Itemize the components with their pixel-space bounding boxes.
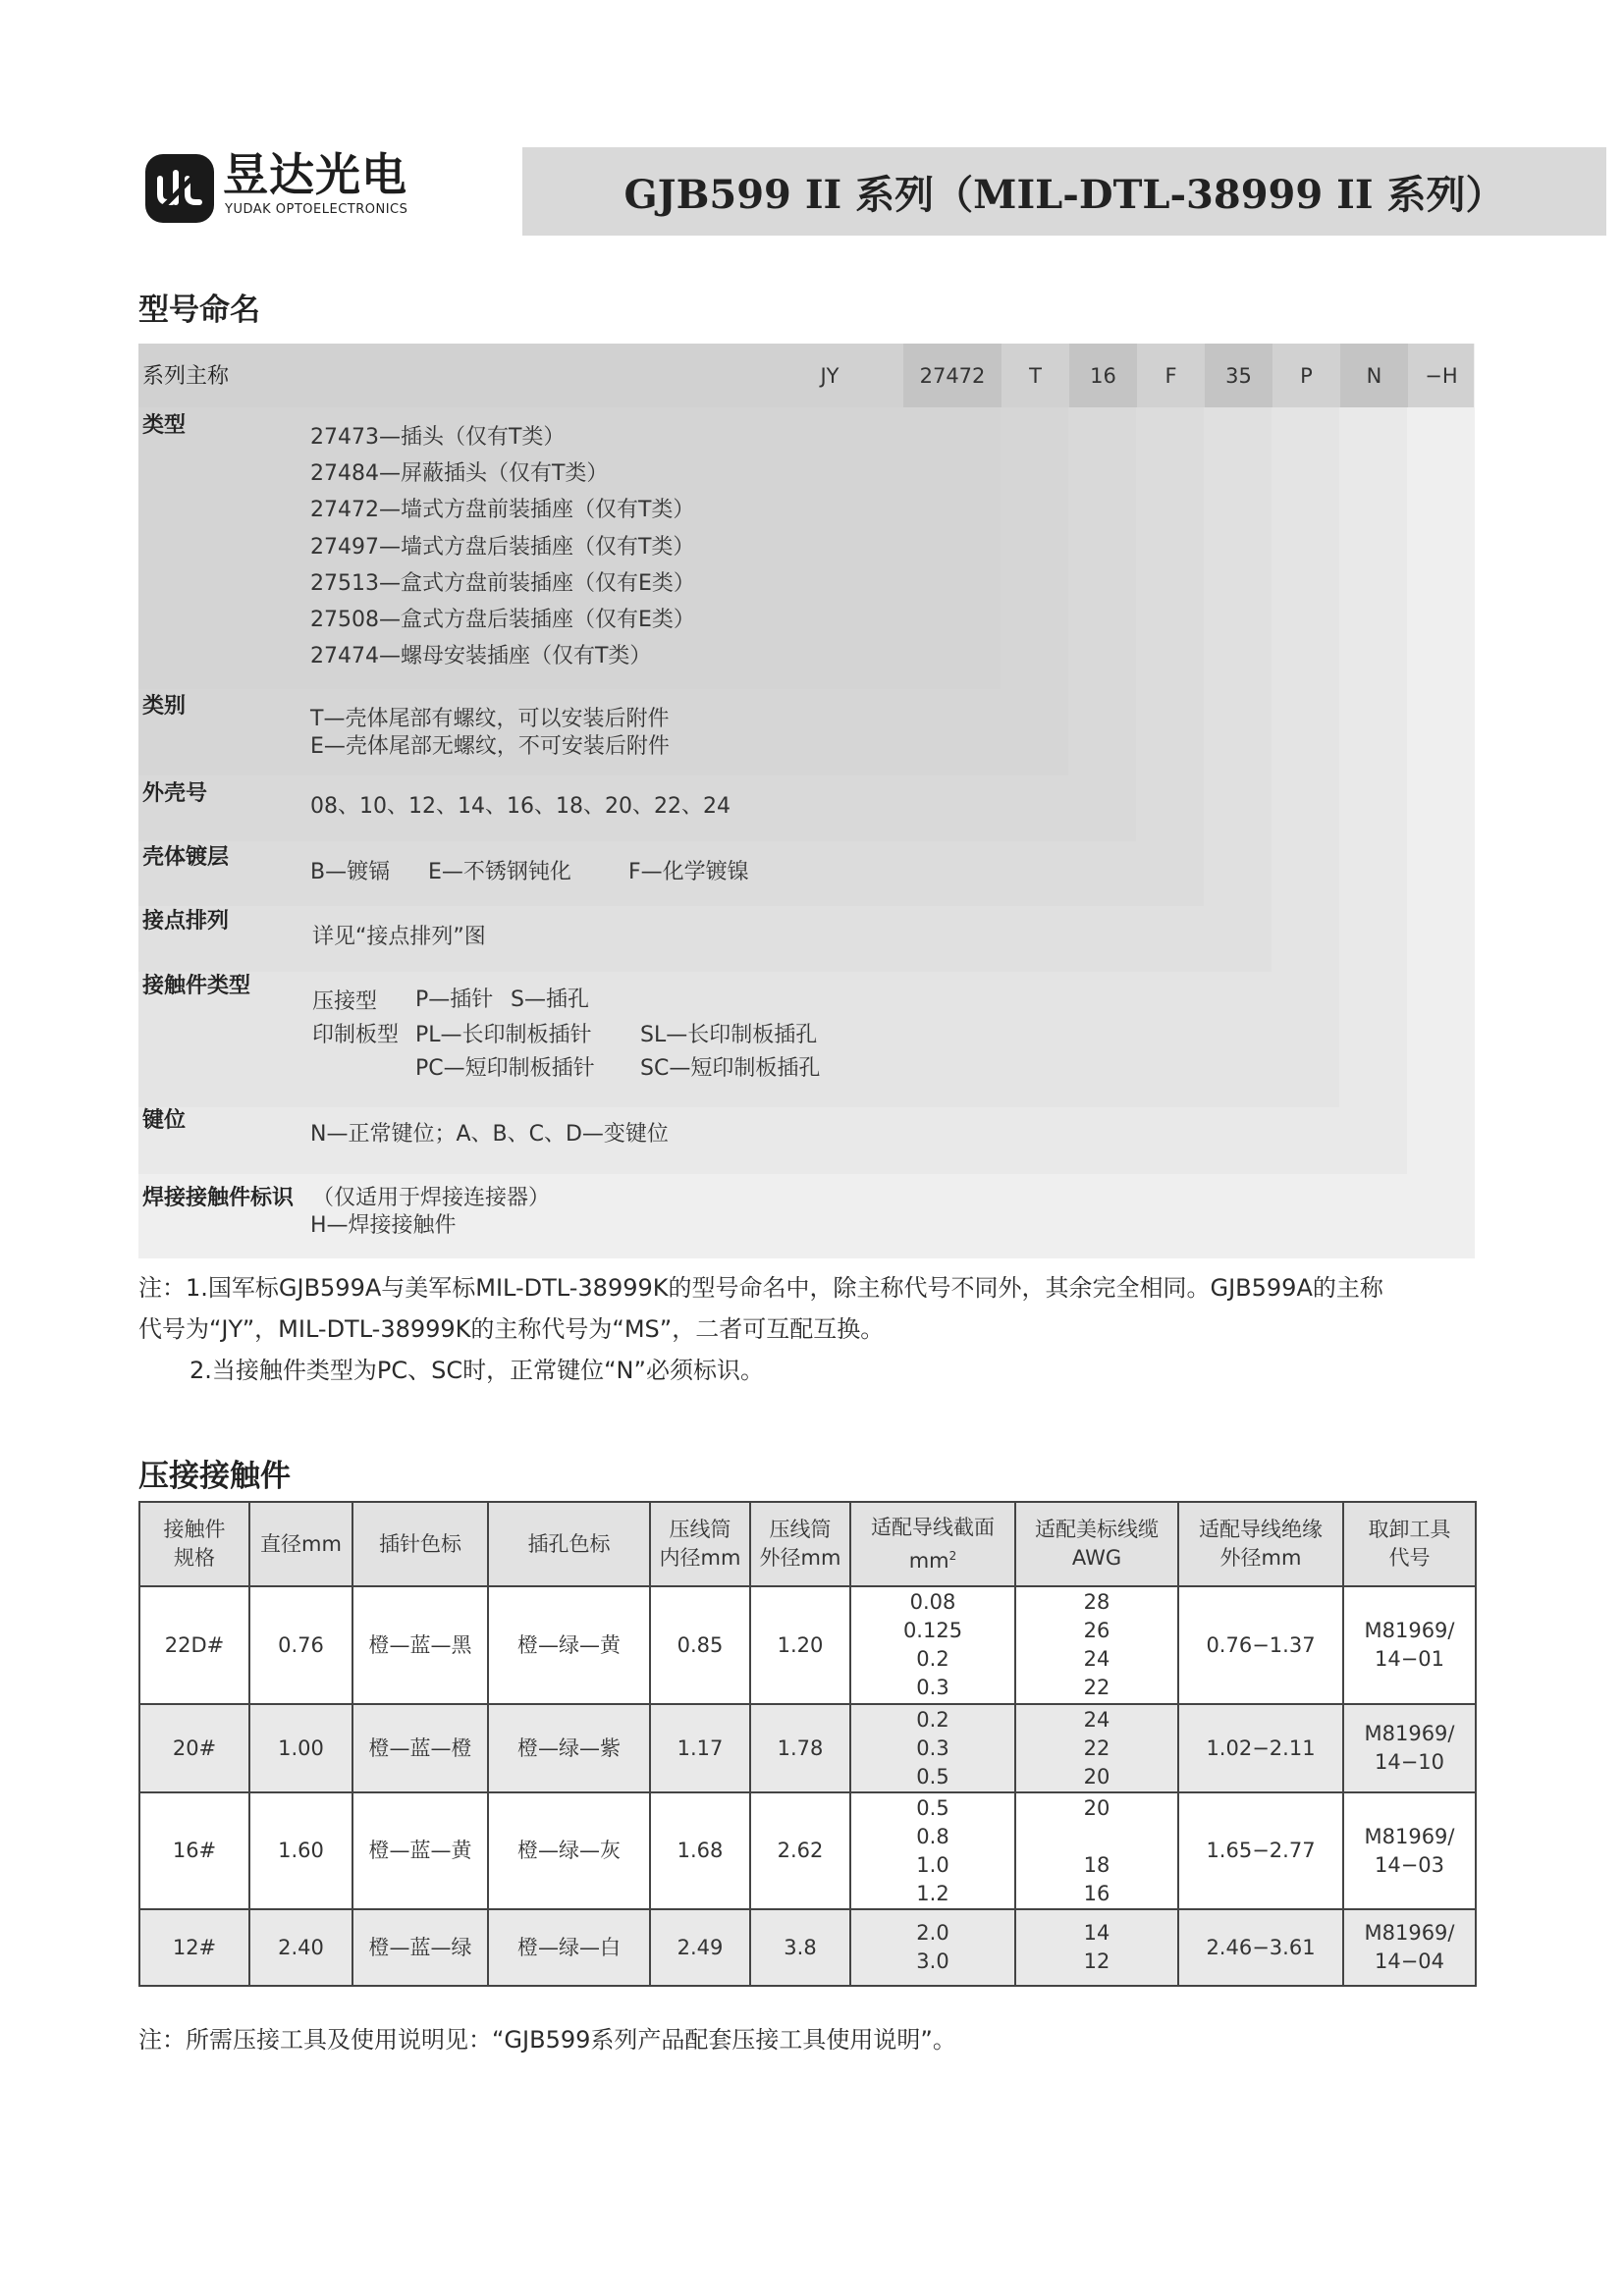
type-item: 27472—墙式方盘前装插座（仅有T类） xyxy=(310,498,695,522)
type-item: 27484—屏蔽插头（仅有T类） xyxy=(310,461,609,486)
plating-e: E—不锈钢钝化 xyxy=(428,860,571,884)
code-key: N xyxy=(1340,344,1408,407)
note-1-line-2: 代号为“JY”，MIL-DTL-38999K的主称代号为“MS”，二者可互配互换。 xyxy=(138,1315,885,1343)
cell-insulation-od: 1.65−2.77 xyxy=(1178,1792,1343,1909)
label-shell: 外壳号 xyxy=(142,781,208,806)
header-tool-code: 取卸工具 代号 xyxy=(1343,1502,1476,1586)
cell-insulation-od: 0.76−1.37 xyxy=(1178,1586,1343,1704)
header-wire-section: 适配导线截面 $mm^2$ xyxy=(850,1502,1015,1586)
title-bar xyxy=(522,147,1606,236)
cell-socket-color: 橙—绿—黄 xyxy=(488,1586,650,1704)
cell-spec: 20# xyxy=(139,1704,249,1792)
code-solder: −H xyxy=(1425,363,1458,388)
crimp-contact-table xyxy=(138,1501,1477,1987)
cell-socket-color: 橙—绿—紫 xyxy=(488,1704,650,1792)
table-row xyxy=(139,1586,1476,1704)
header-diameter: 直径mm xyxy=(249,1502,352,1586)
contact-sc: SC—短印制板插孔 xyxy=(640,1056,821,1081)
label-arrangement: 接点排列 xyxy=(142,909,230,934)
cell-wire-section: 0.08 0.125 0.2 0.3 xyxy=(850,1586,1015,1704)
cell-awg: 28 26 24 22 xyxy=(1015,1586,1178,1704)
table-row xyxy=(139,1704,1476,1792)
code-type: 27472 xyxy=(903,344,1001,407)
label-class: 类别 xyxy=(142,694,187,719)
label-plating: 壳体镀层 xyxy=(142,845,230,870)
crimp-table-note: 注：所需压接工具及使用说明见：“GJB599系列产品配套压接工具使用说明”。 xyxy=(138,2026,956,2054)
cell-awg: 14 12 xyxy=(1015,1909,1178,1986)
cell-diameter: 0.76 xyxy=(249,1586,352,1704)
table-row xyxy=(139,1909,1476,1986)
code-contact: P xyxy=(1300,363,1313,388)
arrangement-value: 详见“接点排列”图 xyxy=(312,925,486,949)
cell-insulation-od: 2.46−3.61 xyxy=(1178,1909,1343,1986)
header-pin-color: 插针色标 xyxy=(352,1502,488,1586)
type-item: 27473—插头（仅有T类） xyxy=(310,425,566,450)
plating-b: B—镀镉 xyxy=(310,860,391,884)
label-solder: 焊接接触件标识 xyxy=(142,1186,295,1210)
brand-name-cn: 昱达光电 xyxy=(223,148,407,201)
cell-inner-dia: 1.17 xyxy=(650,1704,750,1792)
cell-diameter: 2.40 xyxy=(249,1909,352,1986)
note-1-line-1: 注：1.国军标GJB599A与美军标MIL-DTL-38999K的型号命名中，除主称代号不同外，其余完全相同。GJB599A的主称 xyxy=(138,1274,1383,1302)
type-item: 27474—螺母安装插座（仅有T类） xyxy=(310,644,652,668)
key-value: N—正常键位；A、B、C、D—变键位 xyxy=(310,1122,669,1147)
header-insulation-od: 适配导线绝缘 外径mm xyxy=(1178,1502,1343,1586)
code-class: T xyxy=(1029,363,1042,388)
code-arrangement: 35 xyxy=(1205,344,1272,407)
brand-name-en: YUDAK OPTOELECTRONICS xyxy=(225,202,408,217)
code-plating: F xyxy=(1164,363,1177,388)
contact-s: S—插孔 xyxy=(511,988,589,1012)
header-inner-dia: 压线筒 内径mm xyxy=(650,1502,750,1586)
table-header-row xyxy=(139,1502,1476,1586)
cell-awg: 24 22 20 xyxy=(1015,1704,1178,1792)
type-item: 27508—盒式方盘后装插座（仅有E类） xyxy=(310,608,695,632)
cell-diameter: 1.00 xyxy=(249,1704,352,1792)
code-series: JY xyxy=(820,363,839,388)
code-shell: 16 xyxy=(1069,344,1137,407)
class-item: E—壳体尾部无螺纹，不可安装后附件 xyxy=(310,734,670,759)
contact-pc: PC—短印制板插针 xyxy=(415,1056,595,1081)
solder-value: H—焊接接触件 xyxy=(310,1213,457,1238)
cell-tool-code: M81969/ 14−04 xyxy=(1343,1909,1476,1986)
page-title: GJB599 II 系列（MIL-DTL-38999 II 系列） xyxy=(623,171,1505,218)
cell-wire-section: 0.2 0.3 0.5 xyxy=(850,1704,1015,1792)
cell-pin-color: 橙—蓝—绿 xyxy=(352,1909,488,1986)
shell-values: 08、10、12、14、16、18、20、22、24 xyxy=(310,794,731,819)
label-contact-type: 接触件类型 xyxy=(142,974,251,998)
cell-socket-color: 橙—绿—灰 xyxy=(488,1792,650,1909)
cell-outer-dia: 1.20 xyxy=(750,1586,850,1704)
contact-sl: SL—长印制板插孔 xyxy=(640,1023,818,1047)
cell-spec: 22D# xyxy=(139,1586,249,1704)
cell-diameter: 1.60 xyxy=(249,1792,352,1909)
cell-spec: 12# xyxy=(139,1909,249,1986)
cell-inner-dia: 2.49 xyxy=(650,1909,750,1986)
cell-wire-section: 0.5 0.8 1.0 1.2 xyxy=(850,1792,1015,1909)
label-series: 系列主称 xyxy=(142,364,230,389)
label-type: 类型 xyxy=(142,413,187,438)
cell-tool-code: M81969/ 14−10 xyxy=(1343,1704,1476,1792)
type-item: 27497—墙式方盘后装插座（仅有T类） xyxy=(310,535,695,560)
cell-inner-dia: 1.68 xyxy=(650,1792,750,1909)
cell-tool-code: M81969/ 14−03 xyxy=(1343,1792,1476,1909)
cell-pin-color: 橙—蓝—黄 xyxy=(352,1792,488,1909)
header-awg: 适配美标线缆 AWG xyxy=(1015,1502,1178,1586)
cell-tool-code: M81969/ 14−01 xyxy=(1343,1586,1476,1704)
solder-qualifier: （仅适用于焊接连接器） xyxy=(312,1186,551,1210)
table-row xyxy=(139,1792,1476,1909)
company-logo xyxy=(144,148,408,224)
note-2: 2.当接触件类型为PC、SC时，正常键位“N”必须标识。 xyxy=(189,1357,764,1384)
contact-crimp-label: 压接型 xyxy=(312,989,378,1014)
contact-pcb-label: 印制板型 xyxy=(312,1023,400,1047)
contact-p: P—插针 xyxy=(415,988,494,1012)
cell-awg: 20 18 16 xyxy=(1015,1792,1178,1909)
cell-pin-color: 橙—蓝—橙 xyxy=(352,1704,488,1792)
header-spec: 接触件 规格 xyxy=(139,1502,249,1586)
section-heading-naming: 型号命名 xyxy=(138,293,260,328)
cell-insulation-od: 1.02−2.11 xyxy=(1178,1704,1343,1792)
header-outer-dia: 压线筒 外径mm xyxy=(750,1502,850,1586)
cell-outer-dia: 2.62 xyxy=(750,1792,850,1909)
yudak-logo-icon xyxy=(144,153,215,224)
cell-pin-color: 橙—蓝—黑 xyxy=(352,1586,488,1704)
cell-outer-dia: 3.8 xyxy=(750,1909,850,1986)
label-key: 键位 xyxy=(142,1108,187,1133)
plating-f: F—化学镀镍 xyxy=(628,860,749,884)
type-item: 27513—盒式方盘前装插座（仅有E类） xyxy=(310,571,695,596)
cell-wire-section: 2.0 3.0 xyxy=(850,1909,1015,1986)
cell-inner-dia: 0.85 xyxy=(650,1586,750,1704)
cell-socket-color: 橙—绿—白 xyxy=(488,1909,650,1986)
cell-outer-dia: 1.78 xyxy=(750,1704,850,1792)
contact-pl: PL—长印制板插针 xyxy=(415,1023,592,1047)
cell-spec: 16# xyxy=(139,1792,249,1909)
section-heading-crimp: 压接接触件 xyxy=(138,1459,291,1494)
header-socket-color: 插孔色标 xyxy=(488,1502,650,1586)
class-item: T—壳体尾部有螺纹，可以安装后附件 xyxy=(310,707,670,731)
